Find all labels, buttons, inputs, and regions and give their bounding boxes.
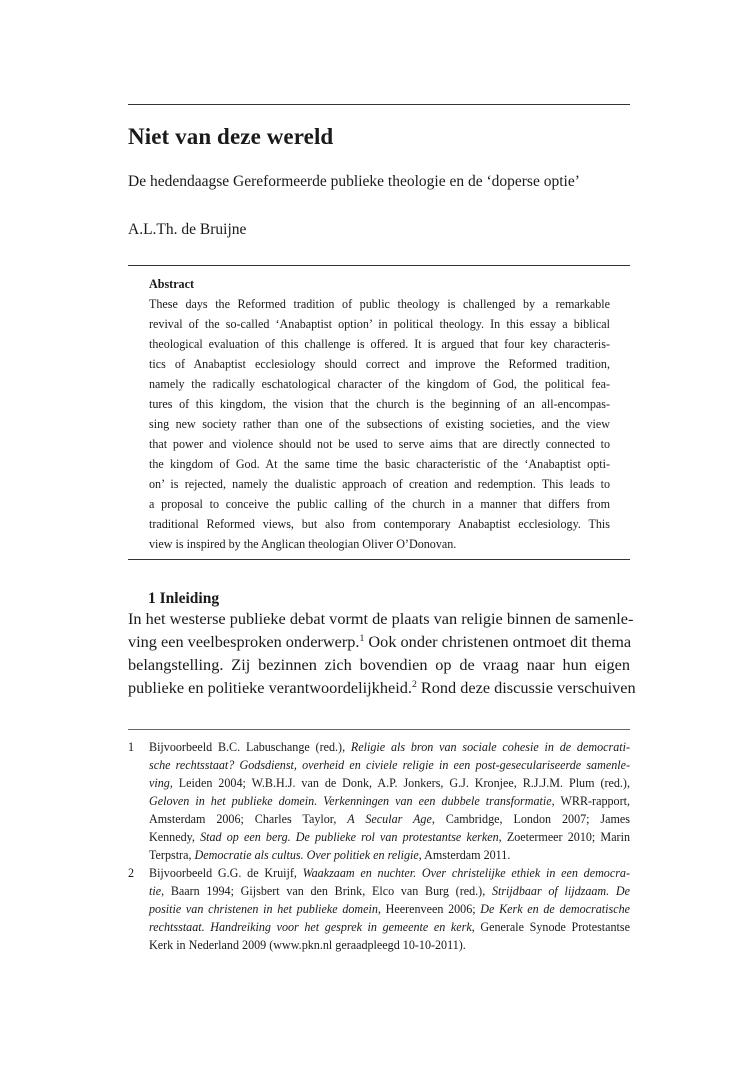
abstract-line: a proposal to conceive the public calling of the church in a manner that differs from [149, 497, 610, 511]
footnote-line [149, 882, 630, 900]
footnote [128, 864, 630, 954]
footnote-title-segment: De Kerk en de democratische [480, 902, 630, 916]
footnote-segment: , Baarn 1994; Gijsbert van den Brink, Elco van Burg (red.), [161, 884, 492, 898]
footnote-text [149, 864, 630, 954]
footnote-segment: , WRR-rapport, [551, 794, 630, 808]
footnote-segment: , Generale Synode Protestantse [471, 920, 630, 934]
body-line-text: publieke en politieke verantwoordelijkheid. [128, 678, 412, 697]
footnote-segment: Amsterdam 2006; Charles Taylor, [149, 812, 348, 826]
footnote-title-segment: Religie als bron van sociale cohesie in de democrati- [350, 740, 630, 754]
footnote-title-segment: positie van christenen in het publieke domein [149, 902, 378, 916]
footnote-line [149, 900, 630, 918]
footnote-title-segment: Democratie als cultus. Over politiek en religie [194, 848, 419, 862]
footnote-segment: Bijvoorbeeld B.C. Labuschange (red.), [149, 740, 351, 754]
footnote-segment: , Heerenveen 2006; [377, 902, 481, 916]
footnote-segment: , Cambridge, London 2007; James [431, 812, 630, 826]
abstract-line: sing new society rather than one of the subsections of existing societies, and the view [149, 417, 610, 431]
footnote-title-segment: Stad op een berg. De publieke rol van protestantse kerken [200, 830, 499, 844]
footnote-line [149, 810, 630, 828]
footnote-segment: Terpstra, [149, 848, 195, 862]
abstract-line: the kingdom of God. At the same time the basic characteristic of the ‘Anabaptist opti- [149, 457, 610, 471]
abstract-line: tures of this kingdom, the vision that the church is the beginning of an all-encompas- [149, 397, 610, 411]
abstract-bottom-rule [128, 559, 630, 560]
footnote-title-segment: sche rechtsstaat? Godsdienst, overheid en civiele religie in een post-geseculariseerde samenle- [149, 758, 630, 772]
footnote-segment: Bijvoorbeeld G.G. de Kruijf, [149, 866, 303, 880]
abstract-line: revival of the so-called ‘Anabaptist option’ in political theology. In this essay a biblical [149, 317, 610, 331]
abstract-top-rule [128, 265, 630, 266]
article-title: Niet van deze wereld [128, 124, 334, 149]
footnote [128, 738, 630, 864]
body-line [128, 653, 630, 676]
body-line [128, 676, 636, 699]
footnote-segment: , Leiden 2004; W.B.H.J. van de Donk, A.P. Jonkers, G.J. Kronjee, R.J.J.M. Plum (red.), [169, 776, 630, 790]
abstract-line: view is inspired by the Anglican theologian Oliver O’Donovan. [149, 537, 457, 551]
abstract-line: theological evaluation of this challenge is offered. It is argued that four key characteris- [149, 337, 610, 351]
footnote-reference[interactable]: 2 [411, 679, 417, 691]
footnote-title-segment: ving [149, 776, 170, 790]
article-author: A.L.Th. de Bruijne [128, 221, 247, 238]
footnote-line [149, 864, 630, 882]
body-line [128, 630, 630, 653]
footnote-line [149, 792, 630, 810]
abstract-block [149, 274, 610, 554]
body-line-text: Ook onder christenen ontmoet dit thema [364, 632, 632, 651]
abstract-line: that power and violence should not be used to serve aims that are directly connected to [149, 437, 610, 451]
body-line-text: ving een veelbesproken onderwerp. [128, 632, 360, 651]
footnote-title-segment: Waakzaam en nuchter. Over christelijke ethiek in een democra- [302, 866, 631, 880]
footnote-segment: , Zoetermeer 2010; Marin [498, 830, 630, 844]
footnote-title-segment: A Secular Age [347, 812, 432, 826]
body-line [128, 607, 634, 630]
footnote-title-segment: Geloven in het publieke domein. Verkenningen van een dubbele transformatie [149, 794, 552, 808]
footnote-text [149, 738, 630, 864]
footnote-number: 2 [128, 866, 135, 880]
footnote-line [149, 936, 630, 954]
abstract-line: These days the Reformed tradition of public theology is challenged by a remarkable [149, 297, 610, 311]
article-subtitle: De hedendaagse Gereformeerde publieke theologie en de ‘doperse optie’ [128, 173, 580, 190]
abstract-line: namely the radically eschatological character of the kingdom of God, the political fea- [149, 377, 610, 391]
body-text [128, 607, 636, 699]
footnote-line [149, 738, 630, 756]
section-heading: 1 Inleiding [148, 590, 220, 607]
footnote-line [149, 774, 630, 792]
abstract-line: traditional Reformed views, but also from contemporary Anabaptist ecclesiology. This [149, 517, 610, 531]
abstract-line: on’ is rejected, namely the dualistic approach of creation and redemption. This leads to [149, 477, 610, 491]
abstract-text [149, 294, 610, 554]
footnote-reference[interactable]: 1 [359, 633, 365, 645]
footnote-title-segment: tie [149, 884, 162, 898]
footnote-segment: Kerk in Nederland 2009 (www.pkn.nl geraadpleegd 10-10-2011). [149, 938, 466, 952]
top-rule [128, 104, 630, 105]
abstract-heading: Abstract [149, 277, 195, 291]
footnote-line [149, 918, 630, 936]
footnote-rule [128, 729, 630, 730]
body-line-text: belangstelling. Zij bezinnen zich bovendien op de vraag naar hun eigen [128, 655, 630, 674]
footnotes [128, 738, 630, 954]
footnote-title-segment: Strijdbaar of lijdzaam. De [491, 884, 630, 898]
footnote-segment: Kennedy, [149, 830, 201, 844]
footnote-line [149, 846, 630, 864]
footnote-line [149, 828, 630, 846]
footnote-number: 1 [128, 740, 135, 754]
footnote-segment: , Amsterdam 2011. [418, 848, 511, 862]
abstract-line: tics of Anabaptist ecclesiology should correct and improve the Reformed tradition, [149, 357, 610, 371]
footnote-title-segment: rechtsstaat. Handreiking voor het gesprek in gemeente en kerk [149, 920, 472, 934]
footnote-line [149, 756, 630, 774]
body-line-text: In het westerse publieke debat vormt de plaats van religie binnen de samenle- [128, 609, 634, 628]
body-line-text: Rond deze discussie verschuiven [416, 678, 636, 697]
